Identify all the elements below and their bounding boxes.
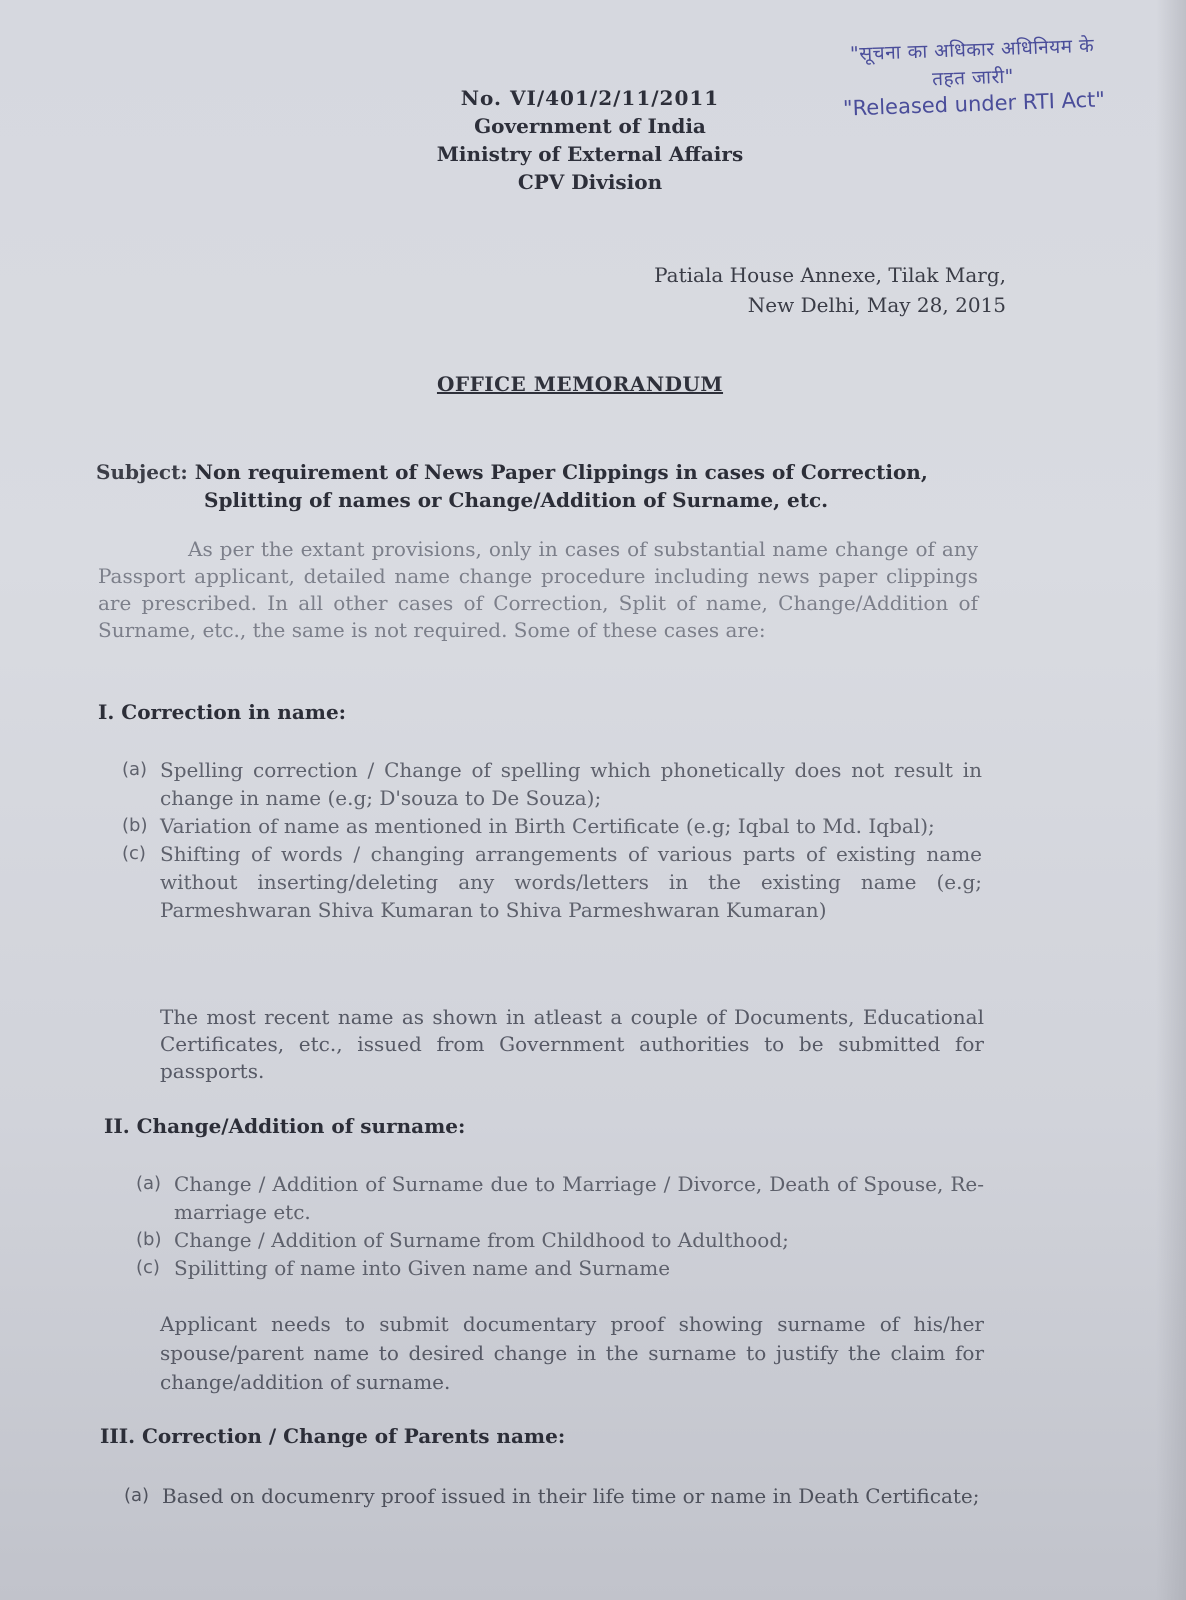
list-item-text: Spelling correction / Change of spelling which phonetically does not result in change in name (e.g; D'souza to De Souza); — [160, 758, 982, 810]
address-block — [654, 260, 1006, 320]
list-item-marker: (c) — [122, 843, 146, 864]
list-item-marker: (a) — [136, 1173, 162, 1194]
list-item — [136, 1254, 984, 1282]
letterhead-ministry: Ministry of External Affairs — [436, 142, 744, 166]
list-item-text: Based on documenry proof issued in their life time or name in Death Certificate; — [162, 1484, 980, 1508]
list-item-marker: (b) — [136, 1229, 162, 1250]
list-item — [136, 1170, 984, 1226]
list-item — [136, 1226, 984, 1254]
subject-line — [96, 458, 1016, 514]
stamp-english-text: "Released under RTI Act" — [842, 87, 1106, 121]
section-2-note: Applicant needs to submit documentary proof showing surname of his/her spouse/parent name to desired change in the surname to justify the claim for change/addition of surname. — [160, 1312, 984, 1394]
section-heading-correction-in-name: I. Correction in name: — [98, 700, 347, 724]
list-item — [122, 840, 982, 924]
list-item-text: Variation of name as mentioned in Birth Certificate (e.g; Iqbal to Md. Iqbal); — [160, 814, 935, 838]
list-item — [122, 756, 982, 812]
letterhead — [390, 84, 790, 196]
section-1-note: The most recent name as shown in atleast a couple of Documents, Educational Certificates, etc., issued from Government authorities to be submitted for passports. — [160, 1005, 984, 1083]
subject-text-line-1: Non requirement of News Paper Clippings in cases of Correction, — [187, 460, 928, 484]
section-3-list — [124, 1482, 984, 1510]
section-1-list — [122, 756, 982, 924]
section-2-list — [136, 1170, 984, 1282]
subject-label: Subject: — [96, 460, 188, 484]
subject-text-line-2: Splitting of names or Change/Addition of Surname, etc. — [204, 488, 829, 512]
list-item — [124, 1482, 984, 1510]
list-item-marker: (a) — [122, 759, 148, 780]
reference-number: No. VI/401/2/11/2011 — [460, 86, 720, 110]
address-date-line: New Delhi, May 28, 2015 — [747, 293, 1006, 317]
section-heading-change-of-surname: II. Change/Addition of surname: — [104, 1114, 466, 1138]
section-heading-change-of-parents-name: III. Correction / Change of Parents name: — [100, 1424, 566, 1448]
letterhead-government: Government of India — [474, 114, 706, 138]
list-item-text: Change / Addition of Surname from Childhood to Adulthood; — [174, 1228, 789, 1252]
list-item-text: Change / Addition of Surname due to Marriage / Divorce, Death of Spouse, Re-marriage etc. — [174, 1172, 984, 1224]
intro-paragraph: As per the extant provisions, only in cases of substantial name change of any Passport applicant, detailed name change procedure including news paper clippings are prescribed. In all other cases of Correction, Split of name, Change/Addition of Surname, etc., the same is not required. Some of these cases are: — [98, 537, 978, 642]
rti-release-stamp — [837, 31, 1110, 120]
stamp-hindi-text: "सूचना का अधिकार अधिनियम के तहत जारी" — [849, 34, 1095, 91]
list-item-marker: (b) — [122, 815, 148, 836]
address-line-1: Patiala House Annexe, Tilak Marg, — [654, 263, 1006, 287]
list-item-marker: (c) — [136, 1257, 160, 1278]
list-item-text: Spilitting of name into Given name and Surname — [174, 1256, 671, 1280]
letterhead-division: CPV Division — [517, 170, 663, 194]
list-item — [122, 812, 982, 840]
list-item-marker: (a) — [124, 1485, 150, 1506]
memo-title: OFFICE MEMORANDUM — [436, 372, 724, 396]
list-item-text: Shifting of words / changing arrangements of various parts of existing name without inserting/deleting any words/letters in the existing name (e.g; Parmeshwaran Shiva Kumaran to Shiva Parmeshwaran Kumaran) — [160, 842, 982, 922]
